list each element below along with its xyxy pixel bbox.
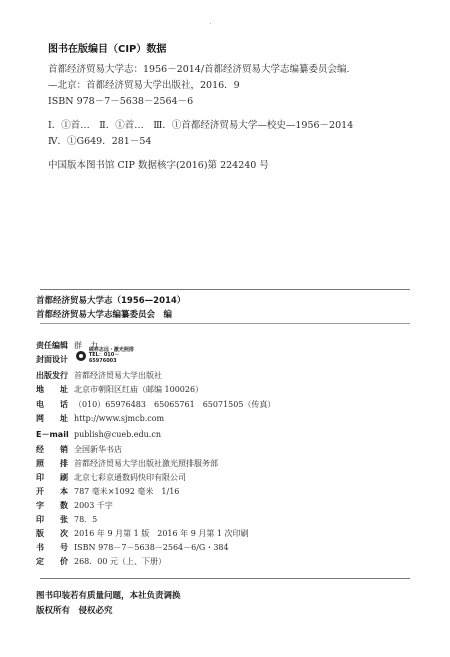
copyright-notice: 版权所有 侵权必究 — [36, 606, 113, 616]
field-value: 78．5 — [74, 515, 98, 524]
field-label: 书 号 — [36, 543, 68, 552]
field-value: 群 力 — [74, 341, 98, 350]
field-value: 2003 千字 — [74, 501, 113, 510]
studio-logo-name: 砚祥志远・激光照排 — [88, 346, 134, 353]
field-website — [36, 412, 164, 425]
field-distributor — [36, 443, 122, 456]
field-edition — [36, 527, 249, 540]
field-label: 照 排 — [36, 459, 68, 468]
field-price — [36, 555, 166, 568]
quality-notice: 图书印装若有质量问题，本社负责调换 — [36, 591, 181, 601]
field-value: 北京七彩京通数码快印有限公司 — [74, 473, 186, 482]
cip-line: Ⅰ．①首… Ⅱ．①首… Ⅲ．①首都经济贸易大学—校史—1956－2014 — [48, 120, 354, 131]
studio-logo — [76, 346, 146, 364]
field-label: 字 数 — [36, 501, 68, 510]
field-label: 开 本 — [36, 487, 68, 496]
cip-line: 中国版本图书馆 CIP 数据核字(2016)第 224240 号 — [48, 160, 269, 171]
field-value: http://www.sjmcb.com — [74, 414, 165, 423]
corner-mark — [210, 23, 211, 24]
field-label: 网 址 — [36, 414, 68, 423]
field-label: 印 张 — [36, 515, 68, 524]
studio-logo-tel: TEL：010－65976003 — [88, 352, 120, 364]
field-label: 定 价 — [36, 557, 68, 566]
field-label: 电 话 — [36, 400, 68, 409]
field-label: 印 刷 — [36, 473, 68, 482]
field-typesetting — [36, 457, 218, 470]
divider — [40, 578, 410, 579]
divider — [40, 289, 410, 290]
field-isbn — [36, 541, 229, 554]
book-title: 首都经济贸易大学志（1956—2014） — [36, 296, 186, 306]
field-label: 地 址 — [36, 385, 68, 394]
cip-line: Ⅳ．①G649．281－54 — [48, 136, 152, 147]
field-label: 经 销 — [36, 445, 68, 454]
divider — [40, 323, 410, 324]
field-value: 北京市朝阳区红庙（邮编 100026） — [74, 385, 204, 394]
field-publisher — [36, 369, 162, 382]
field-value: 全国新华书店 — [74, 445, 122, 454]
field-sheets — [36, 513, 97, 526]
field-value: 268．00 元（上、下册） — [74, 557, 166, 566]
field-value: （010）65976483 65065761 65071505（传真） — [74, 400, 276, 409]
cip-title: 图书在版编目（CIP）数据 — [48, 44, 167, 55]
cip-line: —北京：首都经济贸易大学出版社，2016．9 — [48, 80, 240, 91]
field-word-count — [36, 499, 113, 512]
field-label: 出版发行 — [36, 371, 68, 380]
field-format — [36, 485, 179, 498]
field-label: 版 次 — [36, 529, 68, 538]
studio-logo-icon — [76, 351, 86, 361]
field-phone — [36, 398, 275, 411]
field-label: 封面设计 — [36, 355, 68, 364]
field-label: E－mail — [36, 430, 69, 439]
field-printer — [36, 471, 186, 484]
field-value: 787 毫米×1092 毫米 1/16 — [74, 487, 180, 496]
field-value: ISBN 978－7－5638－2564－6/G・384 — [74, 543, 229, 552]
field-cover-design — [36, 353, 74, 366]
field-email — [36, 428, 161, 441]
field-label: 责任编辑 — [36, 341, 68, 350]
field-address — [36, 383, 203, 396]
book-editor: 首都经济贸易大学志编纂委员会 编 — [36, 310, 173, 320]
field-value: publish@cueb.edu.cn — [74, 430, 161, 439]
field-value: 2016 年 9 月第 1 版 2016 年 9 月第 1 次印刷 — [74, 529, 249, 538]
cip-line: ISBN 978－7－5638－2564－6 — [48, 96, 194, 107]
field-value: 首都经济贸易大学出版社 — [74, 371, 162, 380]
field-value: 首都经济贸易大学出版社激光照排服务部 — [74, 459, 218, 468]
cip-line: 首都经济贸易大学志：1956－2014/首都经济贸易大学志编纂委员会编. — [48, 64, 350, 75]
